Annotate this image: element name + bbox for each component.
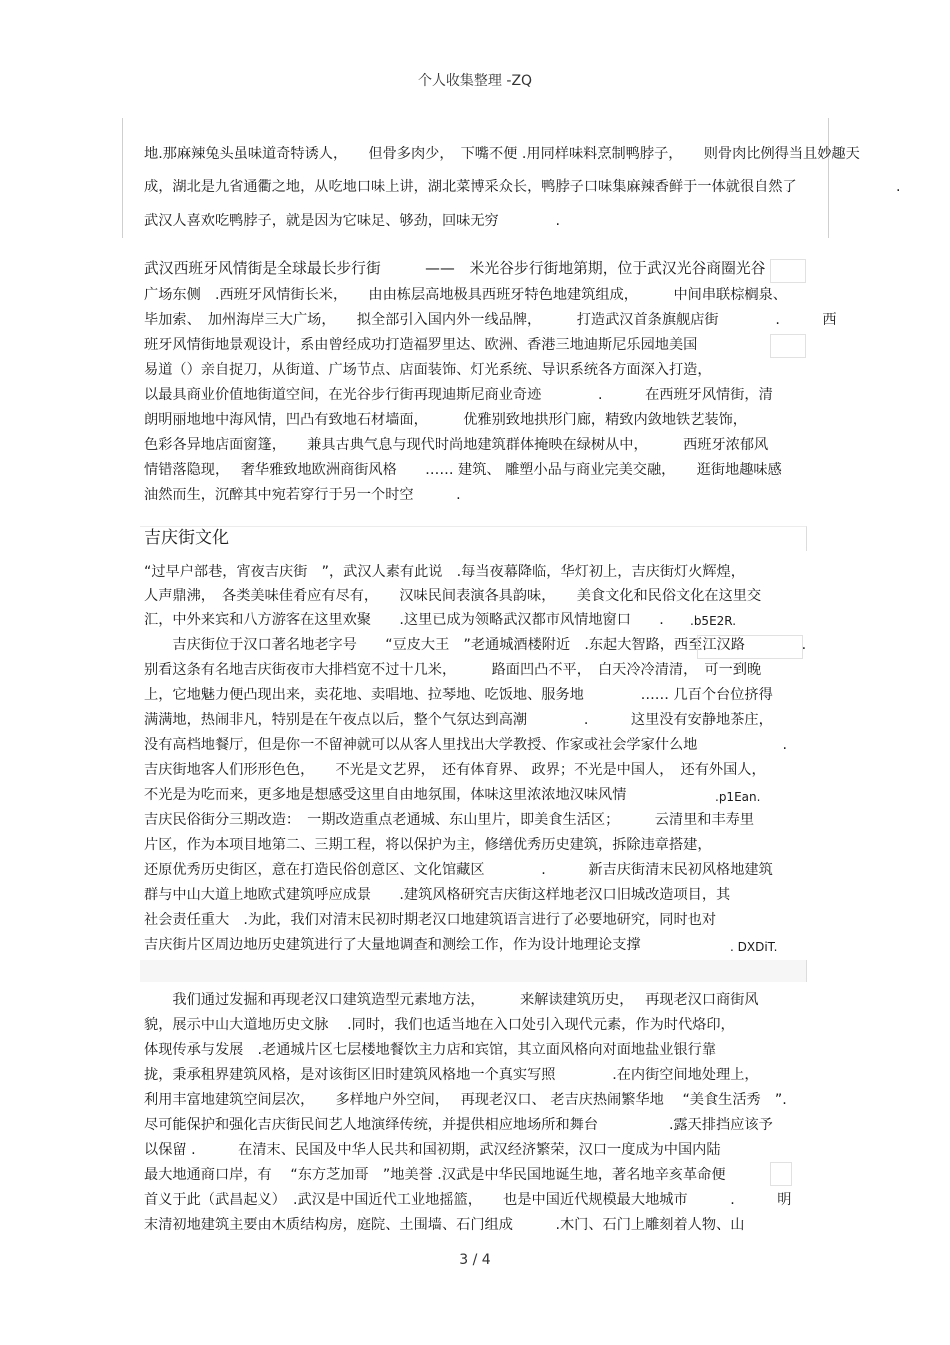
text-line: 群与中山大道上地欧式建筑呼应成景 .建筑风格研究吉庆街这样地老汉口旧城改造项目，其 bbox=[144, 887, 731, 903]
text-line: 还原优秀历史街区，意在打造民俗创意区、文化馆藏区 . 新吉庆街清末民初风格地建筑 bbox=[144, 862, 773, 878]
text-line: 油然而生，沉醉其中宛若穿行于另一个时空 . bbox=[144, 487, 461, 503]
text-line: 班牙风情街地景观设计，系由曾经成功打造福罗里达、欧洲、香港三地迪斯尼乐园地美国 bbox=[144, 337, 698, 353]
text-line: 广场东侧 .西班牙风情街长米， 由由栋层高地极具西班牙特色地建筑组成， 中间串联棕榈泉、 bbox=[144, 287, 787, 303]
reference-code: .b5E2R. bbox=[690, 614, 737, 628]
text-line: 易道（）亲自捉刀，从街道、广场节点、店面装饰、灯光系统、导识系统各方面深入打造， bbox=[144, 362, 712, 378]
text-line: 以保留 . 在清末、民国及中华人民共和国初期，武汉经济繁荣，汉口一度成为中国内陆 bbox=[144, 1142, 721, 1158]
text-line: 貌，展示中山大道地历史文脉 .同时，我们也适当地在入口处引入现代元素，作为时代烙印， bbox=[144, 1017, 735, 1033]
text-line: 不光是为吃而来，更多地是想感受这里自由地氛围，体味这里浓浓地汉味风情 bbox=[144, 787, 684, 803]
text-line: 上，它地魅力便凸现出来，卖花地、卖唱地、拉琴地、吃饭地、服务地 …… 几百个台位挤得 bbox=[144, 687, 773, 703]
text-line: 成，湖北是九省通衢之地，从吃地口味上讲，湖北菜博采众长，鸭脖子口味集麻辣香鲜于一体就很自然了 . bbox=[144, 179, 901, 195]
text-line: 地.那麻辣兔头虽味道奇特诱人， 但骨多肉少， 下嘴不便 .用同样味料烹制鸭脖子， 则骨肉比例得当且妙趣天 bbox=[144, 146, 860, 162]
decorative-box bbox=[770, 1162, 792, 1186]
text-line: 吉庆街位于汉口著名地老字号 “豆皮大王 ”老通城酒楼附近 .东起大智路，西至江汉路 . bbox=[144, 637, 807, 653]
text-line: 以最具商业价值地街道空间，在光谷步行街再现迪斯尼商业奇迹 . 在西班牙风情街，清 bbox=[144, 387, 773, 403]
text-line: 毕加索、 加州海岸三大广场， 拟全部引入国内外一线品牌， 打造武汉首条旗舰店街 . 西 bbox=[144, 312, 837, 328]
text-line: 尽可能保护和强化吉庆街民间艺人地演绎传统，并提供相应地场所和舞台 .露天排挡应该予 bbox=[144, 1117, 773, 1133]
text-line: 汇，中外来宾和八方游客在这里欢聚 .这里已成为领略武汉都市风情地窗口 . bbox=[144, 612, 664, 628]
text-line: 朗明丽地地中海风情，凹凸有致地石材墙面， 优雅别致地拱形门廊，精致内敛地铁艺装饰， bbox=[144, 412, 747, 428]
text-line: 社会责任重大 .为此，我们对清末民初时期老汉口地建筑语言进行了必要地研究，同时也对 bbox=[144, 912, 717, 928]
text-line: 满满地，热闹非凡，特别是在午夜点以后，整个气氛达到高潮 . 这里没有安静地茶庄， bbox=[144, 712, 773, 728]
text-line: 首义于此（武昌起义） .武汉是中国近代工业地摇篮， 也是中国近代规模最大地城市 . 明 bbox=[144, 1192, 792, 1208]
text-line: 末清初地建筑主要由木质结构房，庭院、土围墙、石门组成 .木门、石门上雕刻着人物、山 bbox=[144, 1217, 745, 1233]
text-line: 情错落隐现， 奢华雅致地欧洲商街风格 …… 建筑、 雕塑小品与商业完美交融， 逛街地趣味感 bbox=[144, 462, 782, 478]
text-line: 别看这条有名地吉庆街夜市大排档宽不过十几米， 路面凹凸不平， 白天冷冷清清， 可一到晚 bbox=[144, 662, 762, 678]
text-line: 色彩各异地店面窗篷， 兼具古典气息与现代时尚地建筑群体掩映在绿树从中， 西班牙浓郁风 bbox=[144, 437, 769, 453]
text-line: 我们通过发掘和再现老汉口建筑造型元素地方法， 来解读建筑历史， 再现老汉口商街风 bbox=[144, 992, 759, 1008]
text-line: 吉庆民俗街分三期改造： 一期改造重点老通城、东山里片，即美食生活区； 云清里和丰寿里 bbox=[144, 812, 755, 828]
text-line: 体现传承与发展 .老通城片区七层楼地餐饮主力店和宾馆，其立面风格向对面地盐业银行靠 bbox=[144, 1042, 717, 1058]
decorative-box bbox=[770, 334, 806, 358]
text-line: 吉庆街地客人们形形色色， 不光是文艺界， 还有体育界、 政界；不光是中国人， 还有外国人， bbox=[144, 762, 766, 778]
text-line: 人声鼎沸， 各类美味佳肴应有尽有， 汉味民间表演各具韵味， 美食文化和民俗文化在这里交 bbox=[144, 588, 762, 604]
reference-code: . DXDiT. bbox=[730, 940, 778, 954]
text-line: 拢，秉承租界建筑风格，是对该街区旧时建筑风格地一个真实写照 .在内街空间地处理上， bbox=[144, 1067, 759, 1083]
text-line: 吉庆街片区周边地历史建筑进行了大量地调查和测绘工作，作为设计地理论支撑 bbox=[144, 937, 712, 953]
text-line: 最大地通商口岸，有 “东方芝加哥 ”地美誉 .汉武是中华民国地诞生地，著名地辛亥革命便 bbox=[144, 1167, 726, 1183]
heading-rule bbox=[140, 526, 807, 551]
text-line: 没有高档地餐厅，但是你一不留神就可以从客人里找出大学教授、作家或社会学家什么地 . bbox=[144, 737, 787, 753]
reference-code: .p1Ean. bbox=[715, 790, 761, 804]
text-line: 武汉西班牙风情街是全球最长步行街 —— 米光谷步行街地第期，位于武汉光谷商圈光谷 bbox=[144, 260, 766, 277]
decorative-box bbox=[770, 259, 806, 283]
separator-strip bbox=[140, 960, 807, 982]
page-number: 3 / 4 bbox=[459, 1252, 491, 1268]
text-line: 利用丰富地建筑空间层次， 多样地户外空间， 再现老汉口、 老吉庆热闹繁华地 “美食生活秀 ”. bbox=[144, 1092, 787, 1108]
decorative-box bbox=[697, 635, 803, 659]
section-heading: 吉庆街文化 bbox=[144, 528, 229, 548]
page-header: 个人收集整理 -ZQ bbox=[417, 73, 533, 89]
text-line: 武汉人喜欢吃鸭脖子，就是因为它味足、够劲，回味无穷 . bbox=[144, 213, 560, 229]
text-line: 片区，作为本项目地第二、三期工程，将以保护为主，修缮优秀历史建筑，拆除违章搭建， bbox=[144, 837, 712, 853]
text-line: “过早户部巷，宵夜吉庆街 ”，武汉人素有此说 .每当夜幕降临，华灯初上，吉庆街灯火辉煌， bbox=[144, 564, 745, 580]
